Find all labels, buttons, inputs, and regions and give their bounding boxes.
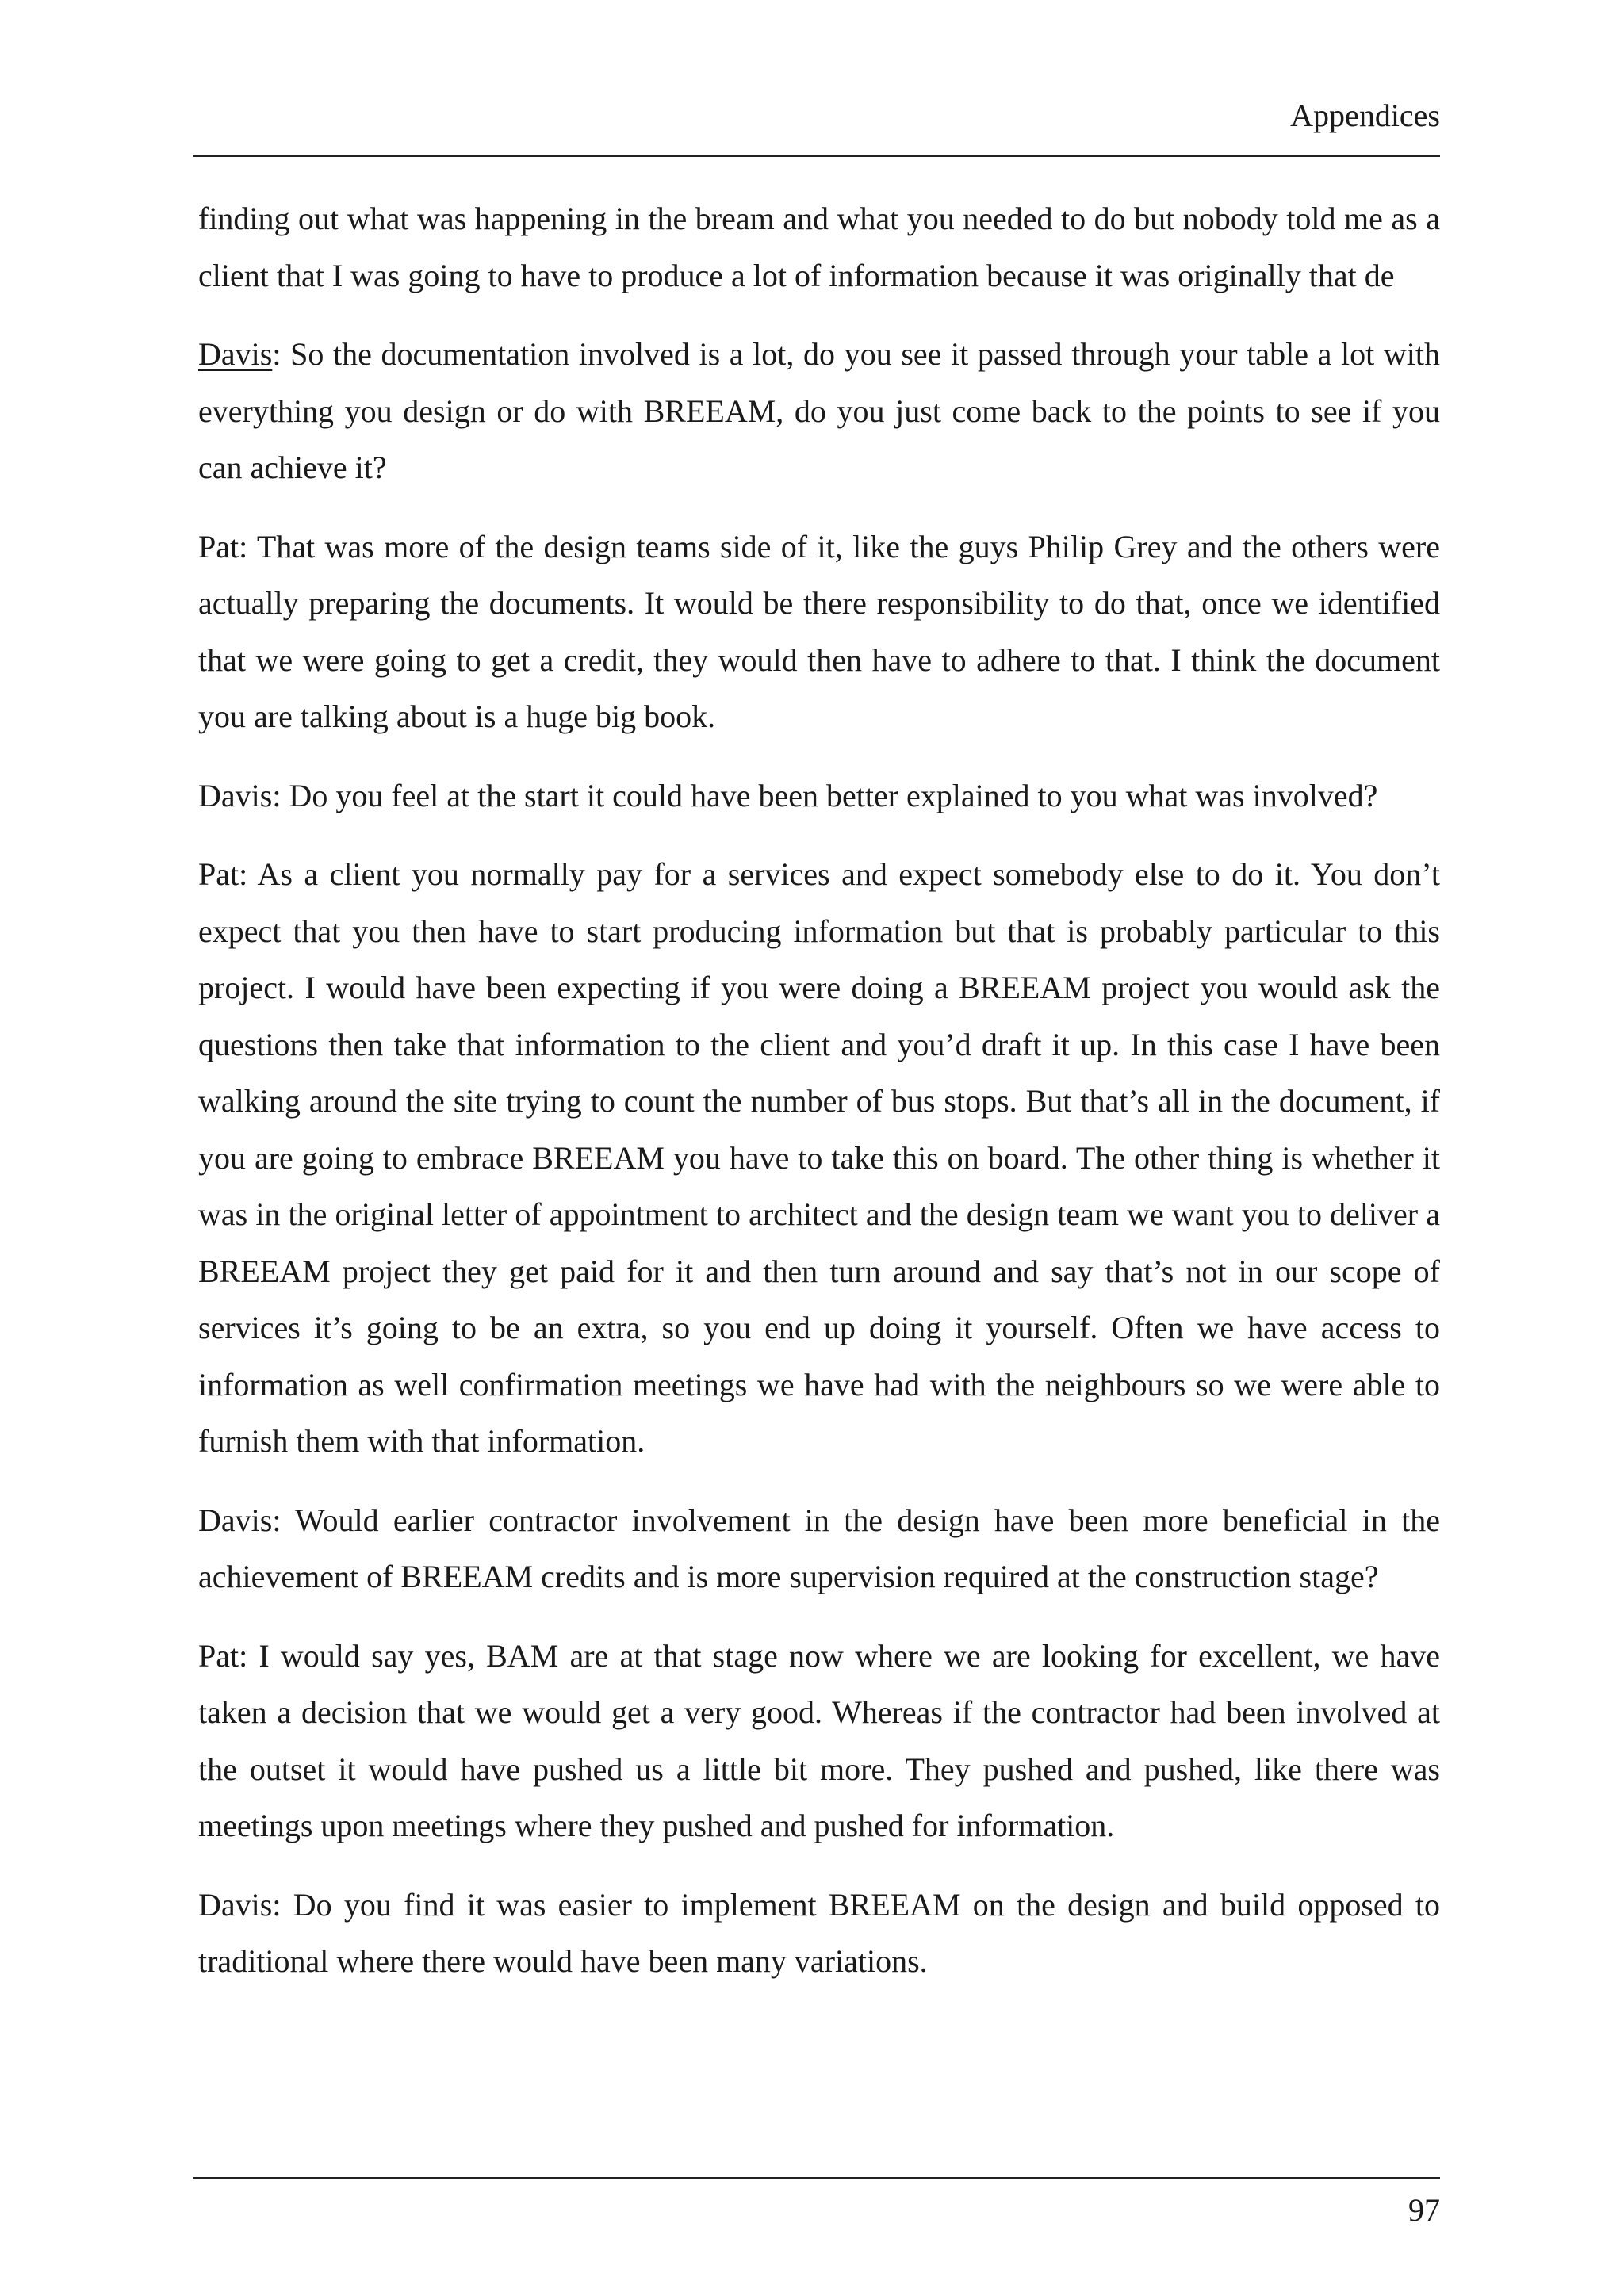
- interview-transcript: [198, 190, 1440, 2012]
- paragraph-text: Pat: As a client you normally pay for a services and expect somebody else to do it. You don’t expect that you then have to start producing information but that is probably particular to this project. I would have been expecting if you were doing a BREEAM project you would ask the questions then take that information to the client and you’d draft it up. In this case I have been walking around the site trying to count the number of bus stops. But that’s all in the document, if you are going to embrace BREEAM you have to take this on board. The other thing is whether it was in the original letter of appointment to architect and the design team we want you to deliver a BREEAM project they get paid for it and then turn around and say that’s not in our scope of services it’s going to be an extra, so you end up doing it yourself. Often we have access to information as well confirmation meetings we have had with the neighbours so we were able to furnish them with that information.: [198, 856, 1440, 1459]
- paragraph-text: Davis: Do you find it was easier to implement BREEAM on the design and build opposed to traditional where there would have been many variations.: [198, 1886, 1440, 1979]
- page-number: 97: [1408, 2192, 1440, 2228]
- transcript-paragraph: [198, 1492, 1440, 1605]
- paragraph-text: Davis: Would earlier contractor involvement in the design have been more beneficial in the achievement of BREEAM credits and is more supervision required at the construction stage?: [198, 1502, 1440, 1594]
- paragraph-text: Pat: That was more of the design teams side of it, like the guys Philip Grey and the others were actually preparing the documents. It would be there responsibility to do that, once we identified that we were going to get a credit, they would then have to adhere to that. I think the document you are talking about is a huge big book.: [198, 528, 1440, 734]
- running-header: Appendices: [1290, 98, 1440, 133]
- transcript-paragraph: [198, 767, 1440, 825]
- transcript-paragraph: [198, 519, 1440, 745]
- paragraph-text: finding out what was happening in the bream and what you needed to do but nobody told me as a client that I was going to have to produce a lot of information because it was originally that de: [198, 201, 1440, 293]
- transcript-paragraph: [198, 190, 1440, 304]
- paragraph-text: Pat: I would say yes, BAM are at that stage now where we are looking for excellent, we have taken a decision that we would get a very good. Whereas if the contractor had been involved at the outset it would have pushed us a little bit more. They pushed and pushed, like there was meetings upon meetings where they pushed and pushed for information.: [198, 1637, 1440, 1843]
- transcript-paragraph: [198, 846, 1440, 1470]
- header-divider: [193, 155, 1440, 157]
- transcript-paragraph: [198, 1628, 1440, 1854]
- paragraph-text: : So the documentation involved is a lot, do you see it passed through your table a lot with everything you design or do with BREEAM, do you just come back to the points to see if you can achieve it?: [198, 336, 1440, 485]
- transcript-paragraph: [198, 326, 1440, 496]
- speaker-name: Davis: [198, 336, 273, 372]
- footer-divider: [193, 2177, 1440, 2179]
- transcript-paragraph: [198, 1877, 1440, 1990]
- paragraph-text: Davis: Do you feel at the start it could have been better explained to you what was involved?: [198, 777, 1378, 813]
